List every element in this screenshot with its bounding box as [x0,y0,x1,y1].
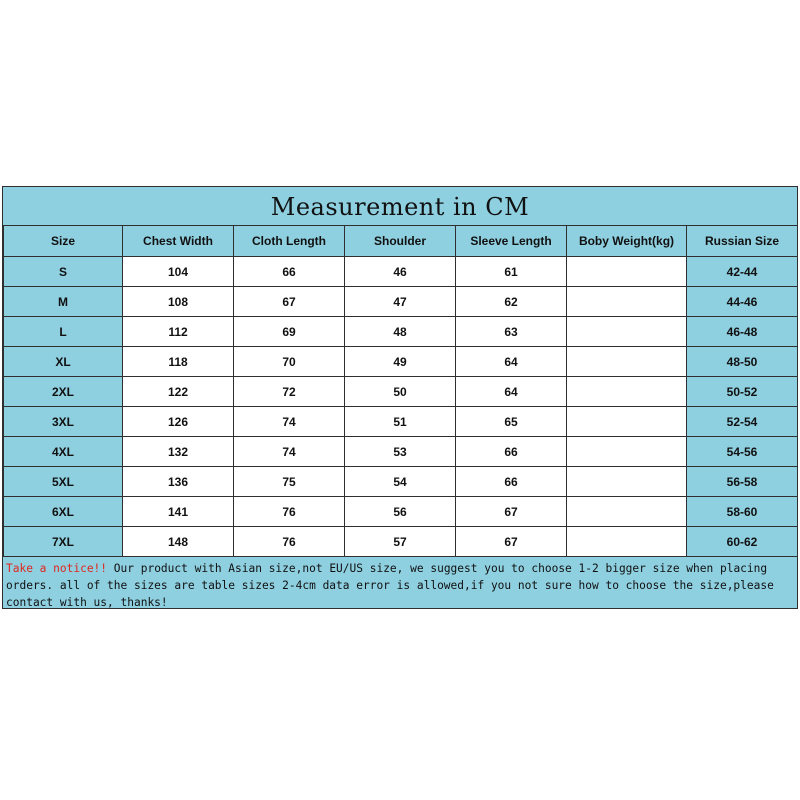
cell-size: 5XL [4,467,123,497]
table-row [4,407,798,437]
table-row [4,347,798,377]
cell-size: M [4,287,123,317]
cell-cloth-length: 75 [234,467,345,497]
cell-russian-size: 58-60 [687,497,798,527]
cell-russian-size: 46-48 [687,317,798,347]
cell-russian-size: 42-44 [687,257,798,287]
cell-shoulder: 56 [345,497,456,527]
chart-title: Measurement in CM [270,193,530,221]
cell-sleeve-length: 66 [456,467,567,497]
header-size: Size [4,226,123,257]
notice-text: Our product with Asian size,not EU/US size, we suggest you to choose 1-2 bigger size when placing orders. all of the sizes are table sizes 2-4cm data error is allowed,if you not sure how to choose the size,please contact with us, thanks! [6,562,774,609]
table-row [4,437,798,467]
cell-body-weight [567,437,687,467]
table-row [4,287,798,317]
table-row [4,377,798,407]
header-body-weight: Boby Weight(kg) [567,226,687,257]
cell-chest-width: 136 [123,467,234,497]
cell-body-weight [567,467,687,497]
cell-shoulder: 48 [345,317,456,347]
cell-body-weight [567,497,687,527]
cell-shoulder: 50 [345,377,456,407]
cell-shoulder: 54 [345,467,456,497]
cell-size: L [4,317,123,347]
cell-chest-width: 108 [123,287,234,317]
cell-russian-size: 44-46 [687,287,798,317]
cell-sleeve-length: 66 [456,437,567,467]
cell-size: 6XL [4,497,123,527]
cell-size: XL [4,347,123,377]
notice-lead: Take a notice!! [6,562,108,575]
cell-sleeve-length: 64 [456,347,567,377]
cell-russian-size: 56-58 [687,467,798,497]
cell-body-weight [567,377,687,407]
size-notice [3,557,797,611]
cell-cloth-length: 66 [234,257,345,287]
header-chest-width: Chest Width [123,226,234,257]
cell-cloth-length: 74 [234,407,345,437]
cell-size: 2XL [4,377,123,407]
cell-chest-width: 122 [123,377,234,407]
cell-body-weight [567,257,687,287]
cell-chest-width: 104 [123,257,234,287]
cell-russian-size: 54-56 [687,437,798,467]
size-table [3,225,798,557]
cell-sleeve-length: 62 [456,287,567,317]
cell-russian-size: 52-54 [687,407,798,437]
cell-shoulder: 49 [345,347,456,377]
cell-sleeve-length: 64 [456,377,567,407]
cell-size: S [4,257,123,287]
cell-chest-width: 141 [123,497,234,527]
cell-cloth-length: 69 [234,317,345,347]
cell-sleeve-length: 63 [456,317,567,347]
table-row [4,257,798,287]
header-russian-size: Russian Size [687,226,798,257]
cell-body-weight [567,287,687,317]
cell-shoulder: 46 [345,257,456,287]
cell-cloth-length: 72 [234,377,345,407]
cell-chest-width: 112 [123,317,234,347]
cell-sleeve-length: 61 [456,257,567,287]
cell-size: 4XL [4,437,123,467]
cell-cloth-length: 74 [234,437,345,467]
cell-shoulder: 51 [345,407,456,437]
cell-cloth-length: 76 [234,527,345,557]
table-row [4,497,798,527]
cell-shoulder: 53 [345,437,456,467]
cell-body-weight [567,347,687,377]
cell-body-weight [567,317,687,347]
cell-russian-size: 50-52 [687,377,798,407]
cell-sleeve-length: 67 [456,497,567,527]
cell-chest-width: 132 [123,437,234,467]
cell-body-weight [567,407,687,437]
cell-size: 3XL [4,407,123,437]
table-row [4,467,798,497]
cell-chest-width: 148 [123,527,234,557]
cell-shoulder: 57 [345,527,456,557]
cell-russian-size: 60-62 [687,527,798,557]
cell-body-weight [567,527,687,557]
header-sleeve-length: Sleeve Length [456,226,567,257]
table-body [4,257,798,557]
cell-shoulder: 47 [345,287,456,317]
table-row [4,317,798,347]
cell-cloth-length: 70 [234,347,345,377]
size-chart [2,186,798,609]
table-row [4,527,798,557]
cell-cloth-length: 76 [234,497,345,527]
cell-russian-size: 48-50 [687,347,798,377]
header-shoulder: Shoulder [345,226,456,257]
header-cloth-length: Cloth Length [234,226,345,257]
cell-chest-width: 126 [123,407,234,437]
cell-sleeve-length: 65 [456,407,567,437]
cell-size: 7XL [4,527,123,557]
cell-cloth-length: 67 [234,287,345,317]
cell-chest-width: 118 [123,347,234,377]
cell-sleeve-length: 67 [456,527,567,557]
header-row [4,226,798,257]
